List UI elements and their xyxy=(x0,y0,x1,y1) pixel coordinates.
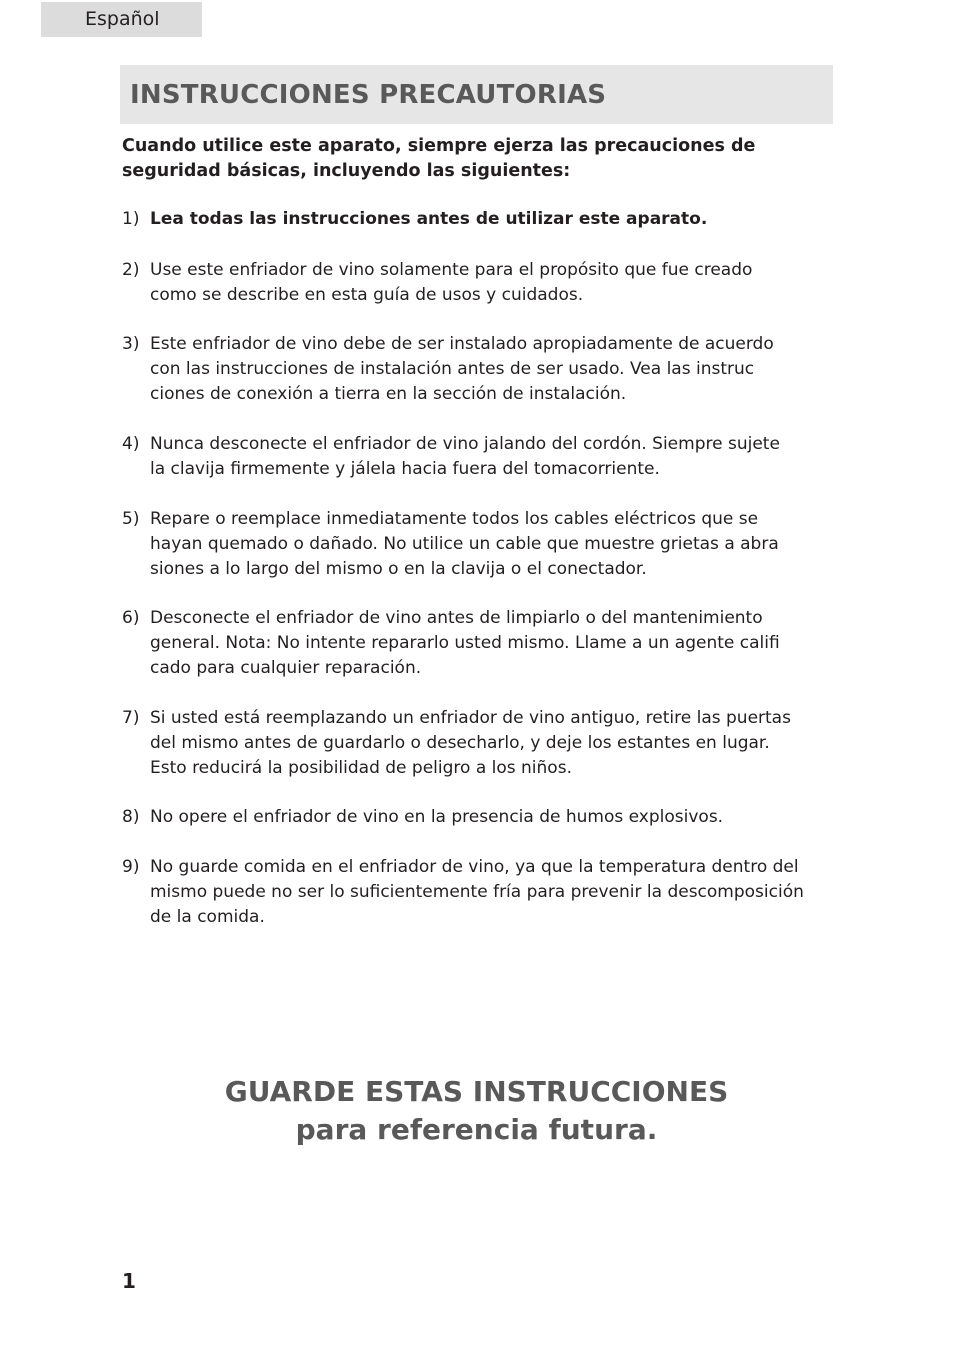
item-text: Si usted está reemplazando un enfriador de vino antiguo, retire las puertas xyxy=(150,708,791,728)
list-item-6 xyxy=(122,606,827,681)
item-number: 2) xyxy=(122,260,140,280)
save-instructions-heading xyxy=(120,1073,833,1149)
item-text: ciones de conexión a tierra en la sección de instalación. xyxy=(150,384,627,404)
item-text: la clavija firmemente y jálela hacia fuera del tomacorriente. xyxy=(150,459,660,479)
item-text: hayan quemado o dañado. No utilice un cable que muestre grietas a abra xyxy=(150,534,779,554)
list-item-3 xyxy=(122,332,827,407)
list-item-9 xyxy=(122,855,827,930)
item-number: 4) xyxy=(122,434,140,454)
item-number: 7) xyxy=(122,708,140,728)
language-tab: Español xyxy=(41,2,202,37)
item-number: 9) xyxy=(122,857,140,877)
item-text: Esto reducirá la posibilidad de peligro a los niños. xyxy=(150,758,572,778)
footer-line-1: GUARDE ESTAS INSTRUCCIONES xyxy=(224,1075,729,1108)
item-text: Use este enfriador de vino solamente para el propósito que fue creado xyxy=(150,260,753,280)
item-text: Desconecte el enfriador de vino antes de limpiarlo o del mantenimiento xyxy=(150,608,763,628)
item-number: 3) xyxy=(122,334,140,354)
list-item-8 xyxy=(122,805,827,830)
page-title: INSTRUCCIONES PRECAUTORIAS xyxy=(130,80,607,110)
item-text: cado para cualquier reparación. xyxy=(150,658,422,678)
list-item-4 xyxy=(122,432,827,482)
intro-paragraph: Cuando utilice este aparato, siempre ejerza las precauciones de seguridad básicas, incluyendo las siguientes: xyxy=(122,136,756,181)
item-text: Lea todas las instrucciones antes de utilizar este aparato. xyxy=(150,209,708,229)
item-text: con las instrucciones de instalación antes de ser usado. Vea las instruc xyxy=(150,359,755,379)
page-number: 1 xyxy=(122,1269,136,1293)
footer-line-2: para referencia futura. xyxy=(295,1113,658,1146)
item-text: mismo puede no ser lo suficientemente fría para prevenir la descomposición xyxy=(150,882,804,902)
item-number: 8) xyxy=(122,807,140,827)
title-banner xyxy=(120,65,833,124)
item-text: siones a lo largo del mismo o en la clavija o el conectador. xyxy=(150,559,647,579)
item-number: 1) xyxy=(122,209,140,229)
item-number: 5) xyxy=(122,509,140,529)
item-text: No opere el enfriador de vino en la presencia de humos explosivos. xyxy=(150,807,724,827)
item-text: como se describe en esta guía de usos y cuidados. xyxy=(150,285,584,305)
item-text: de la comida. xyxy=(150,907,265,927)
item-text: Nunca desconecte el enfriador de vino jalando del cordón. Siempre sujete xyxy=(150,434,780,454)
item-text: Este enfriador de vino debe de ser instalado apropiadamente de acuerdo xyxy=(150,334,774,354)
list-item-5 xyxy=(122,507,827,582)
list-item-1 xyxy=(122,207,827,232)
item-text: Repare o reemplace inmediatamente todos los cables eléctricos que se xyxy=(150,509,759,529)
item-number: 6) xyxy=(122,608,140,628)
item-text: general. Nota: No intente repararlo usted mismo. Llame a un agente califi xyxy=(150,633,780,653)
item-text: del mismo antes de guardarlo o desecharlo, y deje los estantes en lugar. xyxy=(150,733,770,753)
list-item-7 xyxy=(122,706,827,781)
list-item-2 xyxy=(122,258,827,308)
item-text: No guarde comida en el enfriador de vino, ya que la temperatura dentro del xyxy=(150,857,799,877)
